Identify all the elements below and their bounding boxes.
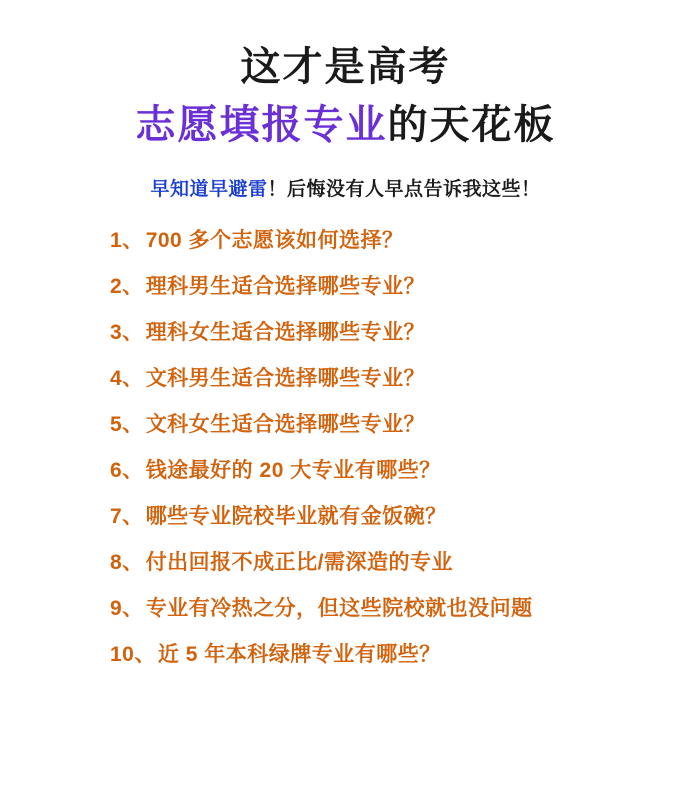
list-item: [110, 447, 657, 493]
list-item-label: 文科女生适合选择哪些专业？: [145, 412, 426, 436]
list-item-number: 5、: [110, 412, 144, 436]
title-rest-text: 的天花板: [387, 103, 556, 147]
list-item-label: 700 多个志愿该如何选择？: [145, 228, 404, 252]
list-item-label: 理科女生适合选择哪些专业？: [145, 320, 426, 344]
list-item-label: 理科男生适合选择哪些专业？: [145, 274, 426, 298]
list-item: [110, 539, 657, 585]
list-item: [110, 217, 657, 263]
list-item: [110, 585, 657, 631]
subtitle: [34, 174, 657, 201]
list-item-label: 钱途最好的 20 大专业有哪些？: [145, 458, 441, 482]
title-line-1: 这才是高考: [240, 45, 451, 89]
subtitle-rest-text: ！后悔没有人早点告诉我这些！: [267, 179, 541, 200]
list-item-number: 4、: [110, 366, 144, 390]
list-item-label: 付出回报不成正比/需深造的专业: [145, 550, 454, 574]
list-item-number: 10、: [110, 642, 156, 666]
list-item-number: 8、: [110, 550, 144, 574]
title-highlight-text: 志愿填报专业: [135, 103, 388, 147]
list-item-number: 7、: [110, 504, 144, 528]
list-item-number: 1、: [110, 228, 144, 252]
list-item-label: 哪些专业院校毕业就有金饭碗？: [145, 504, 447, 528]
list-item-label: 专业有冷热之分，但这些院校就也没问题: [145, 596, 533, 620]
list-item-number: 9、: [110, 596, 144, 620]
title-block: [34, 40, 657, 152]
list-item: [110, 309, 657, 355]
list-item: [110, 263, 657, 309]
list-item: [110, 493, 657, 539]
list-item: [110, 631, 657, 677]
question-list: [34, 217, 657, 780]
list-item-number: 3、: [110, 320, 144, 344]
list-item-number: 6、: [110, 458, 144, 482]
list-item: [110, 355, 657, 401]
title-line-2: [34, 98, 657, 152]
list-item-label: 近 5 年本科绿牌专业有哪些？: [157, 642, 441, 666]
list-item-label: 文科男生适合选择哪些专业？: [145, 366, 426, 390]
list-item: [110, 401, 657, 447]
list-item-number: 2、: [110, 274, 144, 298]
subtitle-accent-text: 早知道早避雷: [150, 179, 268, 200]
